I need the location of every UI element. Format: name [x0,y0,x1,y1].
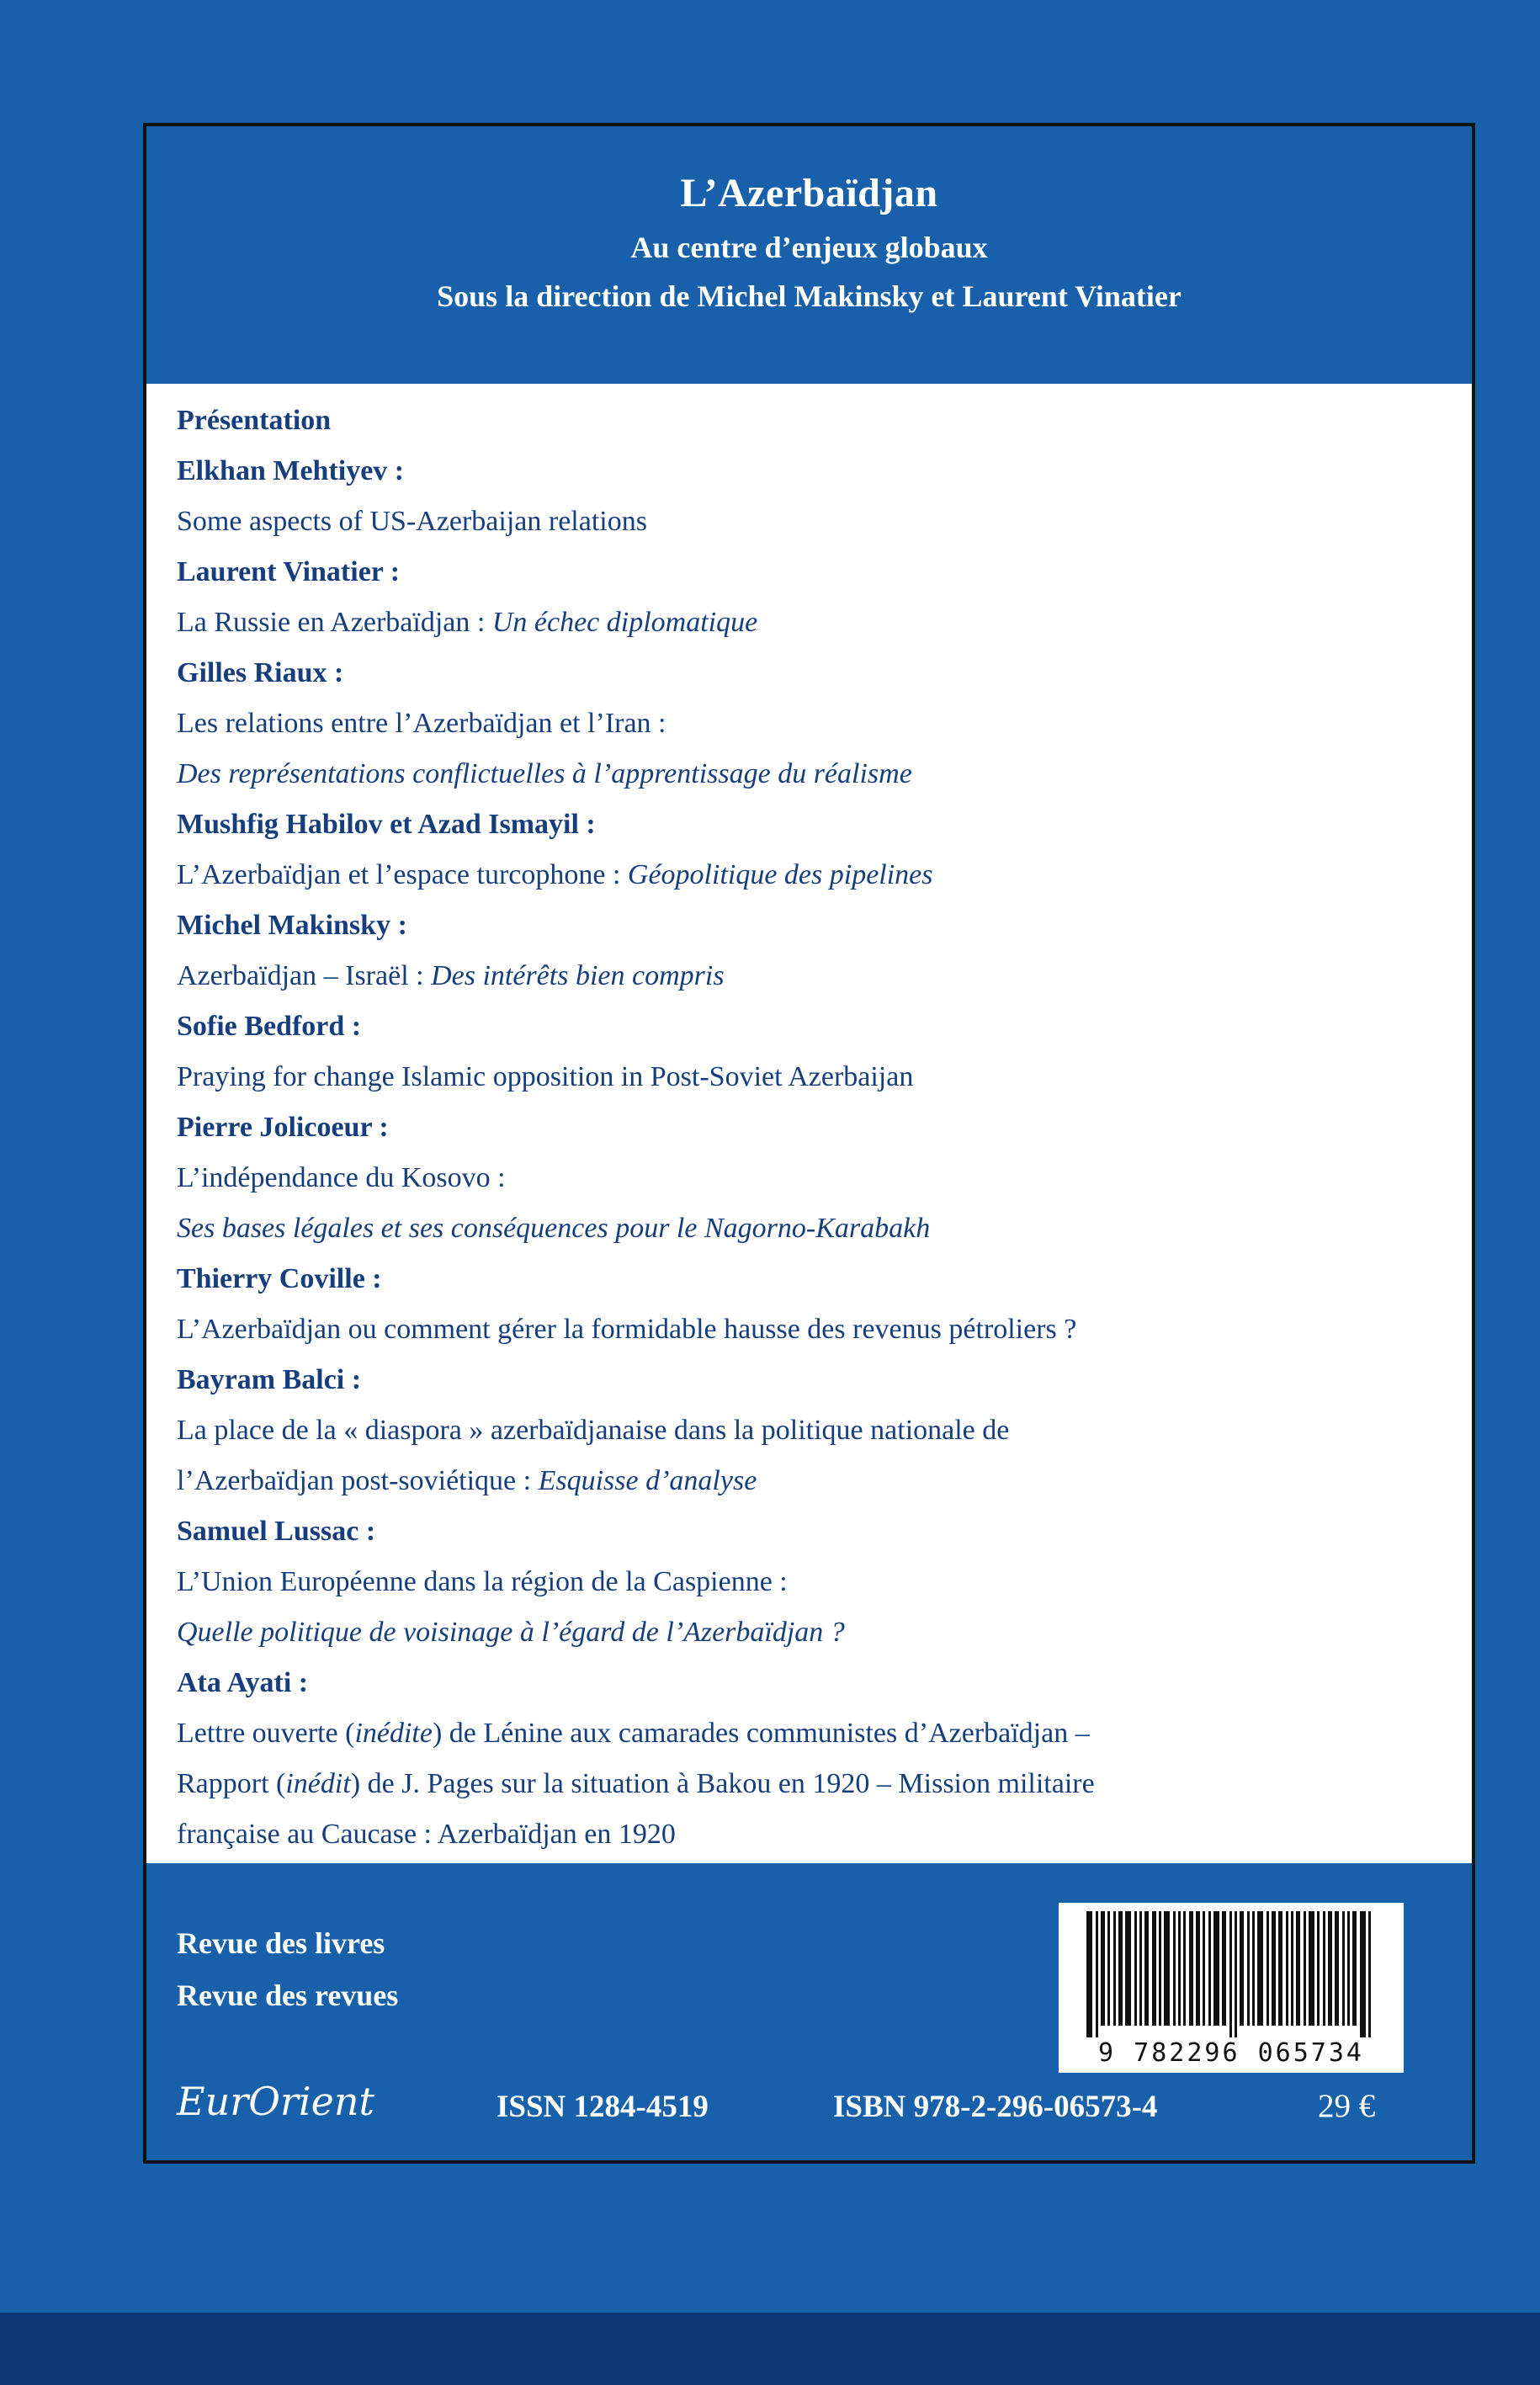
toc-segment: Gilles Riaux : [177,657,344,688]
cover-header [146,126,1472,384]
toc-line [177,1001,1448,1052]
toc-line [177,799,1448,850]
barcode-digits: 9 782296 065734 [1098,2038,1364,2068]
toc-line [177,1557,1448,1607]
toc-segment: française au Caucase : Azerbaïdjan en 1920 [177,1819,676,1850]
issn-number: ISSN 1284-4519 [497,2090,709,2124]
toc-segment: La Russie en Azerbaïdjan : [177,607,492,638]
toc-line [177,1658,1448,1708]
toc-segment: L’indépendance du Kosovo : [177,1162,506,1193]
toc-line [177,1506,1448,1557]
table-of-contents [146,384,1472,1863]
toc-line [177,1809,1448,1860]
toc-segment: Mushfig Habilov et Azad Ismayil : [177,809,596,840]
publisher-logo: EurOrient [177,2079,374,2124]
price-label: 29 € [1318,2088,1376,2124]
cover-panel [143,123,1475,2164]
toc-segment: Un échec diplomatique [491,607,758,638]
barcode [1059,1903,1404,2073]
toc-segment: Ses bases légales et ses conséquences pour le Nagorno-Karabakh [177,1213,931,1244]
toc-segment: L’Azerbaïdjan et l’espace turcophone : [177,859,628,890]
book-byline: Sous la direction de Michel Makinsky et Laurent Vinatier [437,279,1182,313]
toc-line [177,1607,1448,1658]
toc-segment: Michel Makinsky : [177,910,407,941]
toc-line [177,900,1448,951]
toc-line [177,1102,1448,1153]
toc-segment: Samuel Lussac : [177,1516,376,1547]
toc-segment: Thierry Coville : [177,1263,382,1294]
toc-segment: Esquisse d’analyse [538,1465,757,1496]
revue-des-revues-label: Revue des revues [177,1979,399,2012]
toc-line [177,1405,1448,1456]
toc-line [177,1052,1448,1102]
toc-segment: Pierre Jolicoeur : [177,1112,389,1143]
toc-line [177,497,1448,547]
toc-segment: l’Azerbaïdjan post-soviétique : [177,1465,539,1496]
toc-segment: ) de Lénine aux camarades communistes d’Azerbaïdjan – [432,1718,1090,1749]
toc-line [177,598,1448,648]
toc-line [177,1759,1448,1809]
toc-segment: Elkhan Mehtiyev : [177,455,405,486]
toc-segment: Des intérêts bien compris [431,960,725,991]
toc-line [177,396,1448,446]
review-sections [177,1917,398,2021]
toc-line [177,1708,1448,1759]
toc-segment: Géopolitique des pipelines [627,859,933,890]
toc-segment: Présentation [177,405,332,436]
book-title: L’Azerbaïdjan [680,171,938,215]
toc-segment: Ata Ayati : [177,1667,309,1698]
toc-line [177,648,1448,699]
toc-segment: Les relations entre l’Azerbaïdjan et l’Iran : [177,708,666,739]
toc-segment: Sofie Bedford : [177,1011,362,1042]
toc-line [177,951,1448,1001]
toc-line [177,699,1448,749]
toc-line [177,1203,1448,1254]
toc-line [177,547,1448,598]
toc-line [177,1304,1448,1355]
toc-segment: Praying for change Islamic opposition in Post-Soviet Azerbaijan [177,1061,914,1092]
toc-segment: La place de la « diaspora » azerbaïdjanaise dans la politique nationale de [177,1415,1010,1446]
toc-segment: Quelle politique de voisinage à l’égard de l’Azerbaïdjan ? [177,1617,845,1648]
bottom-dark-band [0,2313,1540,2385]
toc-line [177,749,1448,799]
toc-segment: Lettre ouverte ( [177,1718,355,1749]
toc-line [177,1153,1448,1203]
toc-line [177,1456,1448,1506]
toc-segment: Bayram Balci : [177,1364,362,1395]
toc-segment: Rapport ( [177,1768,286,1799]
toc-line [177,1355,1448,1405]
toc-segment: Some aspects of US-Azerbaijan relations [177,506,647,537]
toc-segment: Laurent Vinatier : [177,556,401,587]
revue-des-livres-label: Revue des livres [177,1926,385,1960]
book-subtitle: Au centre d’enjeux globaux [630,231,988,264]
cover-footer [146,1863,1472,2160]
toc-segment: ) de J. Pages sur la situation à Bakou en 1920 – Mission militaire [350,1768,1095,1799]
toc-line [177,446,1448,497]
toc-segment: Des représentations conflictuelles à l’apprentissage du réalisme [177,758,912,789]
toc-segment: L’Azerbaïdjan ou comment gérer la formidable hausse des revenus pétroliers ? [177,1314,1077,1345]
toc-segment: Azerbaïdjan – Israël : [177,960,432,991]
toc-line [177,1254,1448,1304]
toc-segment: inédite [354,1718,433,1749]
isbn-number: ISBN 978-2-296-06573-4 [833,2090,1158,2124]
toc-segment: L’Union Européenne dans la région de la Caspienne : [177,1566,788,1597]
barcode-bars-icon [1080,1911,1383,2039]
toc-segment: inédit [285,1768,351,1799]
toc-line [177,850,1448,900]
